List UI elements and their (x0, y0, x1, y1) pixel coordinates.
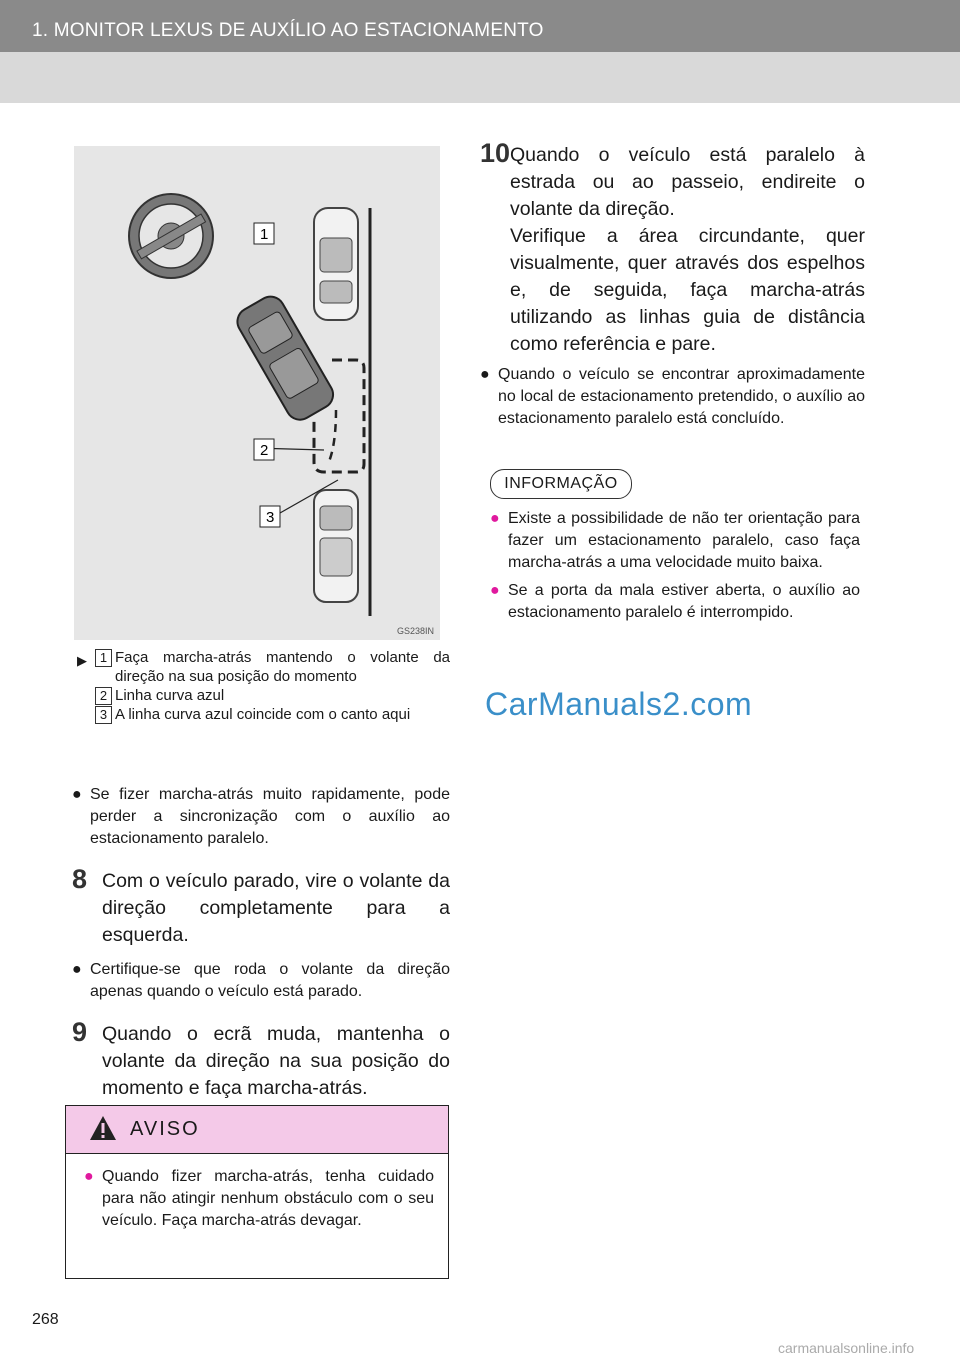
arrow-right-icon: ▶ (77, 653, 87, 668)
page-number: 268 (32, 1311, 59, 1328)
legend-text: Linha curva azul (115, 687, 225, 704)
page-header (0, 0, 960, 103)
callout-3-label: 3 (266, 509, 275, 526)
parking-illustration (74, 146, 440, 640)
warning-text: Quando fizer marcha-atrás, tenha cuidado para não atingir nenhum obstáculo com o seu veículo. Faça marcha-atrás devagar. (102, 1168, 434, 1229)
footer-watermark: carmanualsonline.info (778, 1340, 915, 1356)
step-text: Quando o veículo está paralelo à estrada ou ao passeio, endireite o volante da direção. (510, 144, 865, 220)
warning-body (66, 1154, 448, 1232)
step-number: 10 (480, 138, 511, 168)
info-list (490, 508, 860, 624)
bullet-icon: ● (72, 961, 82, 978)
parked-car-rear-icon (314, 490, 358, 602)
warning-header (66, 1106, 448, 1154)
figure-legend (77, 648, 450, 724)
info-item (490, 508, 860, 574)
callout-1-label: 1 (260, 226, 269, 243)
step-text: Quando o ecrã muda, mantenha o volante da direção na sua posição do momento e faça marcha-atrás. (102, 1023, 450, 1099)
right-column (480, 138, 865, 430)
bullet-icon: ● (490, 510, 500, 527)
legend-item (95, 648, 450, 686)
info-text: Se a porta da mala estiver aberta, o auxílio ao estacionamento paralelo é interrompido. (508, 582, 860, 621)
figure-code: GS238IN (396, 626, 434, 636)
step-number: 9 (72, 1017, 88, 1047)
left-column (72, 784, 450, 1102)
step-9 (72, 1017, 450, 1102)
bullet-icon: ● (480, 366, 490, 383)
note-bullet (72, 784, 450, 850)
bullet-icon: ● (490, 582, 500, 599)
warning-item (84, 1166, 434, 1232)
note-text: Certifique-se que roda o volante da direção apenas quando o veículo está parado. (90, 961, 450, 1000)
legend-number: 2 (95, 687, 112, 705)
step-number: 8 (72, 864, 88, 894)
warning-title: AVISO (130, 1118, 200, 1140)
parked-car-front-icon (314, 208, 358, 320)
note-bullet (480, 364, 865, 430)
warning-triangle-icon (88, 1114, 118, 1142)
legend-text: A linha curva azul coincide com o canto aqui (115, 706, 411, 723)
info-text: Existe a possibilidade de não ter orientação para fazer um estacionamento paralelo, caso faça marcha-atrás a uma velocidade muito baixa. (508, 510, 860, 571)
legend-number: 1 (95, 649, 112, 667)
legend-number: 3 (95, 706, 112, 724)
steering-wheel-icon (129, 194, 213, 278)
legend-item (95, 705, 450, 724)
note-bullet (72, 959, 450, 1003)
legend-item (95, 686, 450, 705)
note-text: Quando o veículo se encontrar aproximadamente no local de estacionamento pretendido, o auxílio ao estacionamento paralelo está concluído. (498, 366, 865, 427)
step-10 (480, 138, 865, 358)
section-title: 1. MONITOR LEXUS DE AUXÍLIO AO ESTACIONAMENTO (32, 20, 544, 41)
warning-box (65, 1105, 449, 1279)
watermark: CarManuals2.com (485, 686, 753, 722)
info-badge: INFORMAÇÃO (490, 469, 632, 499)
info-item (490, 580, 860, 624)
legend-text: Faça marcha-atrás mantendo o volante da direção na sua posição do momento (115, 649, 450, 685)
bullet-icon: ● (72, 786, 82, 803)
bullet-icon: ● (84, 1168, 94, 1185)
step-text-detail: Verifique a área circundante, quer visualmente, quer através dos espelhos e, de seguida, faça marcha-atrás utilizando as linhas guia de distância como referência e pare. (510, 225, 865, 355)
step-8 (72, 864, 450, 949)
note-text: Se fizer marcha-atrás muito rapidamente, pode perder a sincronização com o auxílio ao estacionamento paralelo. (90, 786, 450, 847)
step-text: Com o veículo parado, vire o volante da direção completamente para a esquerda. (102, 870, 450, 946)
callout-2-label: 2 (260, 442, 269, 459)
